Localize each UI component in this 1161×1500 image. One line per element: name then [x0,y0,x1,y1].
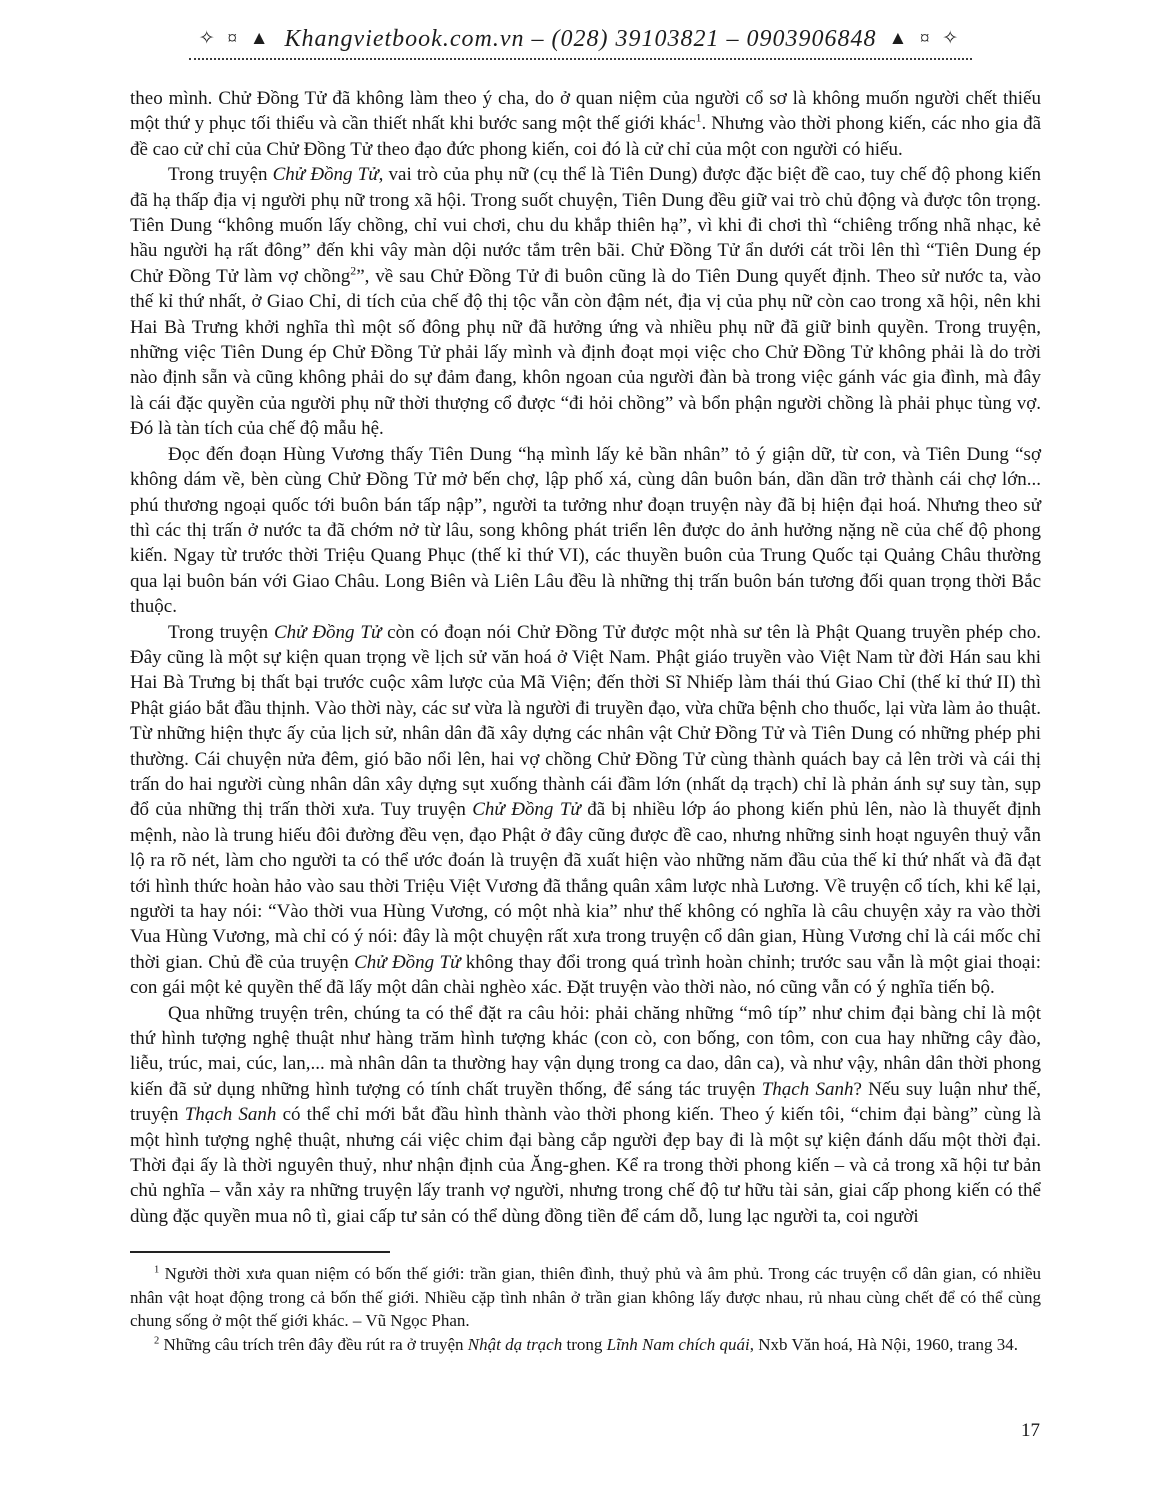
paragraph: Trong truyện Chử Đồng Tử, vai trò của phụ nữ (cụ thể là Tiên Dung) được đặc biệt đề cao, tuy chế độ phong kiến đã hạ thấp địa vị người phụ nữ trong xã hội. Trong suốt chuyện, Tiên Dung đều giữ vai trò chủ động và được tôn trọng. Tiên Dung “không muốn lấy chồng, chỉ vui chơi, chu du khắp thiên hạ”, vì khi đi chơi thì “chiêng trống nhã nhạc, kẻ hầu người hạ rất đông” đến khi vây màn dội nước tắm trên bãi. Chử Đồng Tử ẩn dưới cát trồi lên thì “Tiên Dung ép Chử Đồng Tử làm vợ chồng$^2$”, về sau Chử Đồng Tử đi buôn cũng là do Tiên Dung quyết định. Theo sử nước ta, vào thế kỉ thứ nhất, ở Giao Chỉ, di tích của chế độ thị tộc vẫn còn đậm nét, địa vị của phụ nữ còn cao trong xã hội, nên khi Hai Bà Trưng khởi nghĩa thì một số đông phụ nữ đã hưởng ứng và nhiều phụ nữ đã giữ binh quyền. Trong truyện, những việc Tiên Dung ép Chử Đồng Tử phải lấy mình và định đoạt mọi việc cho Chử Đồng Tử không phải là do trời nào định sẵn và cũng không phải do sự đảm đang, khôn ngoan của người đàn bà trong việc gánh vác gia đình, mà đây là cái đặc quyền của người phụ nữ thời thượng cổ được “đi hỏi chồng” và bổn phận người chồng là phải phục tùng vợ. Đó là tàn tích của chế độ mẫu hệ. [130,164,1042,440]
body-text [130,86,1041,1356]
paragraph: theo mình. Chử Đồng Tử đã không làm theo ý cha, do ở quan niệm của người cổ sơ là không muốn người chết thiếu một thứ y phục tối thiểu và cần thiết nhất khi bước sang một thế giới khác$^1$. Nhưng vào thời phong kiến, các nho gia đã đề cao cử chỉ của Chử Đồng Tử theo đạo đức phong kiến, coi đó là cử chỉ của một con người có hiếu. [130,88,1041,160]
header-site-text: Khangvietbook.com.vn – (028) 39103821 – 0903906848 [284,26,877,52]
paragraph: Đọc đến đoạn Hùng Vương thấy Tiên Dung “hạ mình lấy kẻ bần nhân” tỏ ý giận dữ, từ con, và Tiên Dung “sợ không dám về, bèn cùng Chử Đồng Tử mở bến chợ, lập phố xá, cùng dân buôn bán, dần dần trở thành cái chợ lớn... phú thương ngoại quốc tới buôn bán tấp nập”, người ta tưởng như đoạn truyện này đã bị hiện đại hoá. Nhưng theo sử thì các thị trấn ở nước ta đã chớm nở từ lâu, song không phát triển lên được do ảnh hưởng nặng nề của chế độ phong kiến. Ngay từ trước thời Triệu Quang Phục (thế kỉ thứ VI), các thuyền buôn của Trung Quốc tại Quảng Châu thường qua lại buôn bán với Giao Châu. Long Biên và Liên Lâu đều là những thị trấn buôn bán tương đối quan trọng thời Bắc thuộc. [130,443,1041,618]
header-ornament-right-icon: ▲ ¤ ✧ [888,28,963,49]
paragraph: Qua những truyện trên, chúng ta có thể đặt ra câu hỏi: phải chăng những “mô típ” như chim đại bàng chỉ là một thứ hình tượng nghệ thuật như hàng trăm hình tượng khác (con cò, con bống, con tôm, con cua hay những cây đào, liễu, trúc, mai, cúc, lan,... mà nhân dân ta thường hay vận dụng trong ca dao, dân ca), và như vậy, nhân dân thời phong kiến đã sử dụng những hình tượng có tính chất truyền thống, để sáng tác truyện Thạch Sanh? Nếu suy luận như thế, truyện Thạch Sanh có thể chỉ mới bắt đầu hình thành vào thời phong kiến. Theo ý kiến tôi, “chim đại bàng” cùng là một hình tượng nghệ thuật, nhưng cái việc chim đại bàng cắp người đẹp bay đi là một sự kiện đánh dấu một thời đại. Thời đại ấy là thời nguyên thuỷ, như nhận định của Ăng-ghen. Kể ra trong thời phong kiến – và cả trong xã hội tư bản chủ nghĩa – vẫn xảy ra những truyện lấy tranh vợ người, nhưng trong chế độ tư hữu tài sản, giai cấp phong kiến có thể dùng đặc quyền mua nô tì, giai cấp tư sản có thể dùng đồng tiền để cám dỗ, lung lạc người ta, coi người [130,1002,1042,1227]
footnotes-block [130,1251,1041,1356]
header-ornament-left-icon: ✧ ¤ ▲ [198,28,273,49]
footnote: $^1$ Người thời xưa quan niệm có bốn thế giới: trần gian, thiên đình, thuỷ phủ và âm phủ. Trong các truyện cổ dân gian, có nhiều nhân vật hoạt động trong cả bốn thế giới. Nhiều cặp tình nhân ở trần gian không lấy được nhau, rủ nhau cùng chết để có thể cùng chung sống ở một thế giới khác. – Vũ Ngọc Phan. [130,1264,1041,1331]
header-rule [189,26,972,60]
footnote: $^2$ Những câu trích trên đây đều rút ra ở truyện Nhật dạ trạch trong Lĩnh Nam chích quái, Nxb Văn hoá, Hà Nội, 1960, trang 34. [154,1334,1019,1354]
footnote-separator [130,1251,390,1253]
paragraph: Trong truyện Chử Đồng Tử còn có đoạn nói Chử Đồng Tử được một nhà sư tên là Phật Quang truyền phép cho. Đây cũng là một sự kiện quan trọng về lịch sử văn hoá ở Việt Nam. Phật giáo truyền vào Việt Nam từ đời Hán sau khi Hai Bà Trưng bị thất bại trước cuộc xâm lược của Mã Viện; đến thời Sĩ Nhiếp làm thái thú Giao Chỉ (thế kỉ thứ II) thì Phật giáo bắt đầu thịnh. Vào thời này, các sư vừa là người đi truyền đạo, vừa chữa bệnh cho thuốc, lại vừa làm ảo thuật. Từ những hiện thực ấy của lịch sử, nhân dân đã xây dựng các nhân vật Chử Đồng Tử và Tiên Dung có những phép phi thường. Cái chuyện nửa đêm, gió bão nổi lên, hai vợ chồng Chử Đồng Tử cùng thành quách bay cả lên trời và cái thị trấn do hai người cùng nhân dân xây dựng sụt xuống thành cái đầm lớn (nhất dạ trạch) chỉ là phản ánh sự suy tàn, sụp đổ của những thị trấn thời xưa. Tuy truyện Chử Đồng Tử đã bị nhiều lớp áo phong kiến phủ lên, nào là thuyết định mệnh, nào là trung hiếu đôi đường đều vẹn, đạo Phật ở đây cũng được đề cao, nhưng những sinh hoạt nguyên thuỷ vẫn lộ ra rõ nét, làm cho người ta có thể ước đoán là truyện đã xuất hiện vào những năm đầu của thế kỉ thứ nhất và đã đạt tới hình thức hoàn hảo vào sau thời Triệu Việt Vương đã thắng quân xâm lược nhà Lương. Về truyện cổ tích, khi kể lại, người ta hay nói: “Vào thời vua Hùng Vương, có một nhà kia” như thế không có nghĩa là câu chuyện xảy ra vào thời Vua Hùng Vương, mà chỉ có ý nói: đây là một chuyện rất xưa trong truyện cổ dân gian, Hùng Vương chỉ là cái mốc chỉ thời gian. Chủ đề của truyện Chử Đồng Tử không thay đổi trong quá trình hoàn chỉnh; trước sau vẫn là một giai thoại: con gái một kẻ quyền thế đã lấy một dân chài nghèo xác. Đặt truyện vào thời nào, nó cũng vẫn có ý nghĩa tiến bộ. [130,621,1041,999]
page-number: 17 [1021,1420,1040,1441]
page-header [0,26,1161,60]
